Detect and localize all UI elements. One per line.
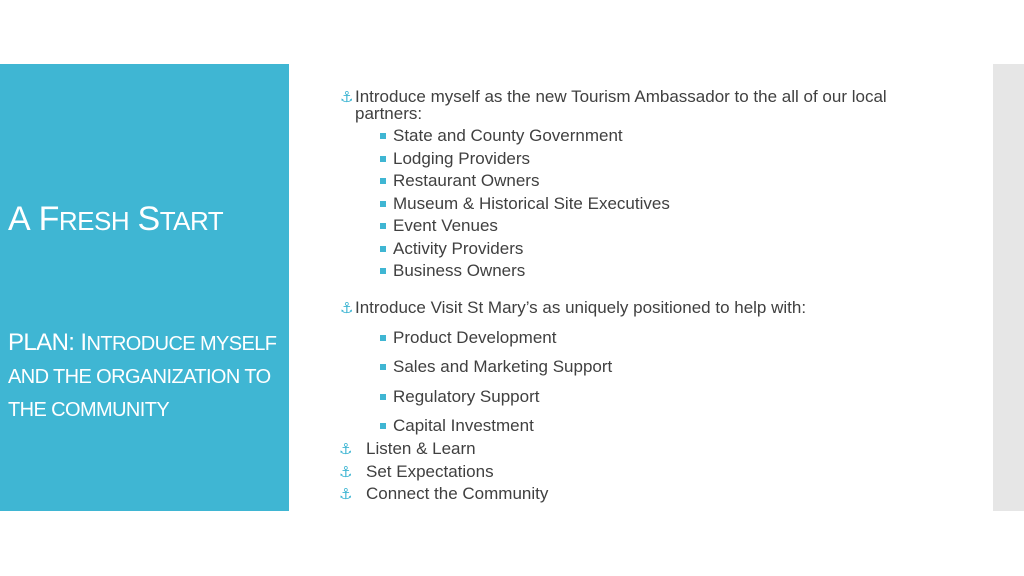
square-icon [380, 133, 386, 139]
square-icon [380, 156, 386, 162]
support-item: Capital Investment [393, 416, 534, 435]
square-icon [380, 246, 386, 252]
partner-item: Business Owners [393, 261, 526, 280]
square-icon [380, 394, 386, 400]
support-item: Regulatory Support [393, 387, 540, 406]
title-word-a: A [8, 200, 31, 238]
anchor-icon: ⚓ [340, 89, 354, 106]
partner-item: Event Venues [393, 216, 498, 235]
title-rest-fresh: RESH [58, 206, 130, 236]
anchor-icon: ⚓ [339, 486, 353, 503]
subtitle-rest: NTRODUCE MYSELF AND THE ORGANIZATION TO THE COMMUNITY [8, 333, 277, 421]
anchor-icon: ⚓ [339, 464, 353, 481]
partner-item: Museum & Historical Site Executives [393, 194, 670, 213]
square-icon [380, 364, 386, 370]
square-icon [380, 423, 386, 429]
square-icon [380, 201, 386, 207]
intro-line-2: partners: [355, 104, 423, 123]
anchor-icon: ⚓ [339, 441, 353, 458]
title-rest-start: TART [159, 206, 224, 236]
support-item: Product Development [393, 328, 557, 347]
support-item: Sales and Marketing Support [393, 357, 613, 376]
subtitle-lead: PLAN: I [8, 329, 87, 356]
visit-line: Introduce Visit St Mary’s as uniquely positioned to help with: [355, 298, 807, 317]
action-item: Listen & Learn [366, 439, 476, 458]
square-icon [380, 178, 386, 184]
partner-item: State and County Government [393, 126, 623, 145]
anchor-icon: ⚓ [340, 300, 354, 317]
intro-line-1: Introduce myself as the new Tourism Ambassador to the all of our local [355, 87, 887, 106]
partner-item: Restaurant Owners [393, 171, 540, 190]
title-cap-s: S [137, 200, 160, 238]
partner-item: Activity Providers [393, 239, 524, 258]
title-cap-f: F [38, 200, 59, 238]
action-item: Set Expectations [366, 462, 494, 481]
partner-item: Lodging Providers [393, 149, 531, 168]
action-item: Connect the Community [366, 484, 549, 503]
square-icon [380, 335, 386, 341]
square-icon [380, 223, 386, 229]
square-icon [380, 268, 386, 274]
